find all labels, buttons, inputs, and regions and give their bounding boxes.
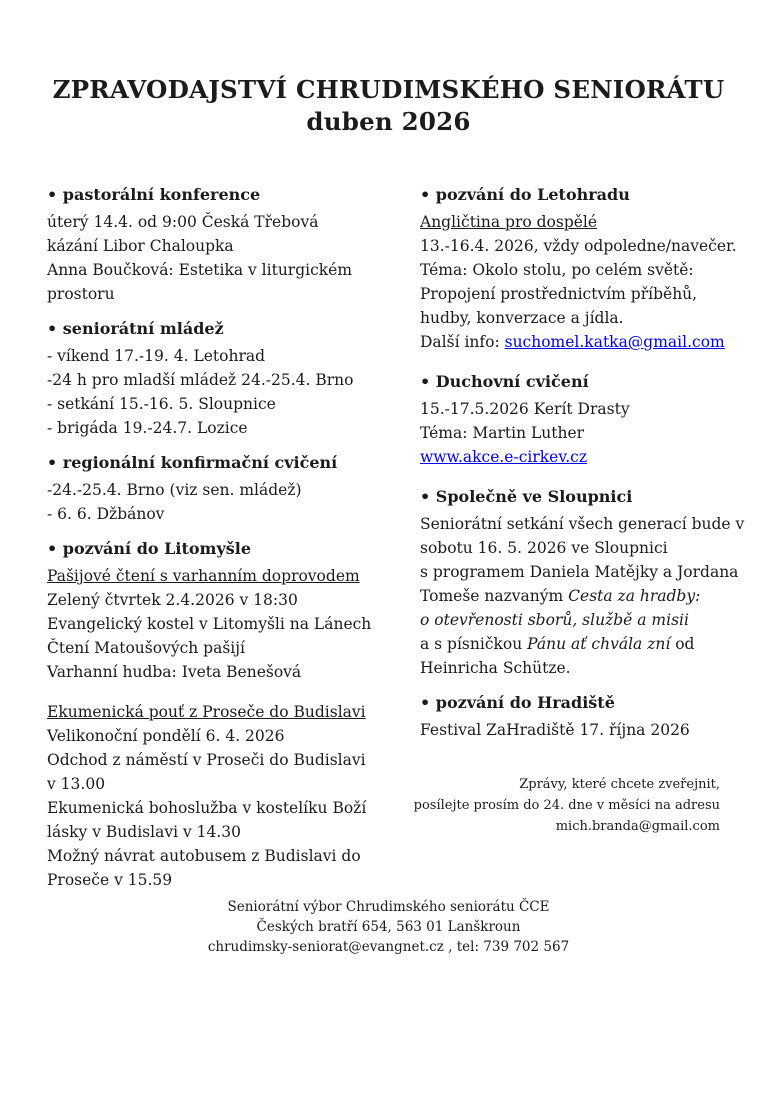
text-line: Seniorátní setkání všech generací bude v bbox=[420, 515, 745, 533]
text-line: hudby, konverzace a jídla. bbox=[420, 309, 624, 327]
text-line: sobotu 16. 5. 2026 ve Sloupnici bbox=[420, 539, 668, 557]
text-line: - 6. 6. Džbánov bbox=[47, 505, 165, 523]
text-segment: Tomeše nazvaným bbox=[420, 587, 569, 605]
text-line: Zelený čtvrtek 2.4.2026 v 18:30 bbox=[47, 591, 298, 609]
footer-org: Seniorátní výbor Chrudimského seniorátu ČCE bbox=[227, 899, 550, 915]
page-subtitle: duben 2026 bbox=[306, 107, 471, 136]
section-seniorat-youth bbox=[47, 317, 407, 440]
section-heading: • regionální konfirmační cvičení bbox=[47, 453, 338, 472]
section-heading: • pozvání do Letohradu bbox=[420, 185, 630, 204]
section-heading: • pastorální konference bbox=[47, 185, 261, 204]
link-line bbox=[420, 445, 760, 469]
section-ecumenical-pilgrimage bbox=[47, 700, 407, 892]
text-line: Propojení prostřednictvím příběhů, bbox=[420, 285, 698, 303]
section-spiritual-exercises bbox=[420, 370, 760, 469]
text-line: Odchod z náměstí v Proseči do Budislavi bbox=[47, 751, 366, 769]
event-title-underlined: Ekumenická pouť z Proseče do Budislavi bbox=[47, 703, 366, 721]
footer-contact: chrudimsky-seniorat@evangnet.cz , tel: 739 702 567 bbox=[207, 939, 570, 955]
note-line: posílejte prosím do 24. dne v měsíci na adresu bbox=[413, 798, 720, 813]
event-title-underlined: Pašijové čtení s varhanním doprovodem bbox=[47, 567, 360, 585]
left-column bbox=[47, 183, 407, 903]
section-sloupnice-gathering bbox=[420, 485, 760, 680]
link-akce-e-cirkev[interactable]: www.akce.e-cirkev.cz bbox=[420, 448, 588, 466]
page-title: ZPRAVODAJSTVÍ CHRUDIMSKÉHO SENIORÁTU bbox=[52, 75, 725, 104]
text-segment: od bbox=[670, 635, 695, 653]
info-line bbox=[420, 330, 760, 354]
section-letohrad-invitation bbox=[420, 183, 760, 354]
text-line: Téma: Martin Luther bbox=[420, 424, 585, 442]
submission-note bbox=[414, 774, 720, 837]
event-title-underlined: Angličtina pro dospělé bbox=[420, 213, 598, 231]
title-block bbox=[0, 74, 777, 138]
text-line: - brigáda 19.-24.7. Lozice bbox=[47, 419, 248, 437]
text-line: lásky v Budislavi v 14.30 bbox=[47, 823, 242, 841]
right-column bbox=[420, 183, 760, 753]
text-line: Heinricha Schütze. bbox=[420, 659, 571, 677]
text-line: v 13.00 bbox=[47, 775, 106, 793]
text-line: 15.-17.5.2026 Kerít Drasty bbox=[420, 400, 630, 418]
section-heading: • Duchovní cvičení bbox=[420, 372, 589, 391]
italic-segment: Pánu ať chvála zní bbox=[527, 635, 671, 653]
section-heading: • pozvání do Hradiště bbox=[420, 693, 615, 712]
text-line: Ekumenická bohoslužba v kostelíku Boží bbox=[47, 799, 367, 817]
text-line-mixed bbox=[420, 632, 760, 656]
section-heading: • Společně ve Sloupnici bbox=[420, 487, 633, 506]
text-line: -24.-25.4. Brno (viz sen. mládež) bbox=[47, 481, 302, 499]
footer-block bbox=[0, 897, 777, 957]
text-line: kázání Libor Chaloupka bbox=[47, 237, 234, 255]
text-line: -24 h pro mladší mládež 24.-25.4. Brno bbox=[47, 371, 354, 389]
section-heading: • seniorátní mládež bbox=[47, 319, 224, 338]
section-regional-confirmation bbox=[47, 451, 407, 526]
text-line: Evangelický kostel v Litomyšli na Lánech bbox=[47, 615, 372, 633]
text-line: úterý 14.4. od 9:00 Česká Třebová bbox=[47, 213, 319, 231]
info-prefix: Další info: bbox=[420, 333, 505, 351]
text-line: prostoru bbox=[47, 285, 115, 303]
text-line-mixed bbox=[420, 584, 760, 608]
text-line: Téma: Okolo stolu, po celém světě: bbox=[420, 261, 694, 279]
text-line: Festival ZaHradiště 17. října 2026 bbox=[420, 721, 690, 739]
section-litomysl-invitation bbox=[47, 537, 407, 684]
text-line: 13.-16.4. 2026, vždy odpoledne/navečer. bbox=[420, 237, 737, 255]
text-line: Možný návrat autobusem z Budislavi do bbox=[47, 847, 361, 865]
text-line: Proseče v 15.59 bbox=[47, 871, 173, 889]
section-heading: • pozvání do Litomyšle bbox=[47, 539, 251, 558]
text-line: Anna Boučková: Estetika v liturgickém bbox=[47, 261, 353, 279]
text-line: Varhanní hudba: Iveta Benešová bbox=[47, 663, 302, 681]
text-line: Čtení Matoušových pašijí bbox=[47, 639, 246, 657]
note-email: mich.branda@gmail.com bbox=[555, 819, 720, 834]
text-line: - setkání 15.-16. 5. Sloupnice bbox=[47, 395, 276, 413]
text-segment: a s písničkou bbox=[420, 635, 528, 653]
email-link-suchomel[interactable]: suchomel.katka@gmail.com bbox=[504, 333, 725, 351]
text-line: s programem Daniela Matějky a Jordana bbox=[420, 563, 739, 581]
section-hradiste-invitation bbox=[420, 691, 760, 742]
text-line: Velikonoční pondělí 6. 4. 2026 bbox=[47, 727, 285, 745]
footer-address: Českých bratří 654, 563 01 Lanškroun bbox=[256, 919, 521, 935]
italic-line: o otevřenosti sborů, službě a misii bbox=[420, 611, 689, 629]
text-line: - víkend 17.-19. 4. Letohrad bbox=[47, 347, 266, 365]
note-line: Zprávy, které chcete zveřejnit, bbox=[519, 777, 720, 792]
italic-segment: Cesta za hradby: bbox=[568, 587, 701, 605]
section-pastoral-conference bbox=[47, 183, 407, 306]
